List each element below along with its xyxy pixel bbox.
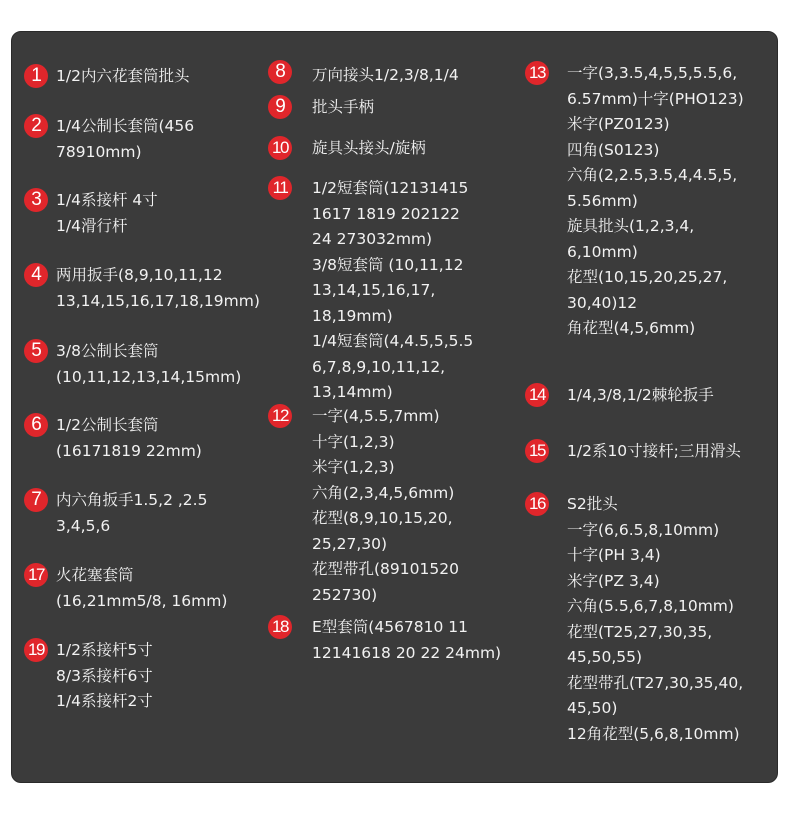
- item-text: 78910mm): [56, 142, 142, 161]
- item-text: 一字(3,3.5,4,5,5,5.5,6,: [567, 64, 738, 82]
- item-text: 3,4,5,6: [56, 516, 111, 535]
- number-badge: 10: [268, 136, 292, 160]
- item-text: 1/4系接杆 4寸: [56, 191, 158, 209]
- item-text: 1/2系10寸接杆;三用滑头: [567, 442, 741, 460]
- item-text: 花型(T25,27,30,35,: [567, 622, 713, 641]
- item-text: 45,50): [567, 699, 618, 717]
- item-text: 6,7,8,9,10,11,12,: [312, 357, 446, 376]
- item-text: 1/2公制长套筒: [56, 416, 159, 434]
- item-text: 花型带孔(89101520: [312, 560, 459, 578]
- item-text: 18,19mm): [312, 306, 393, 325]
- item-text: 12角花型(5,6,8,10mm): [567, 724, 740, 743]
- item-text: 1/4,3/8,1/2棘轮扳手: [567, 386, 714, 404]
- item-text: 13,14mm): [312, 383, 393, 401]
- item-text: 1/4系接杆2寸: [56, 692, 153, 710]
- item-text: 两用扳手(8,9,10,11,12: [56, 266, 223, 284]
- item-text: 米字(1,2,3): [312, 458, 395, 476]
- item-text: 8/3系接杆6寸: [56, 666, 153, 685]
- number-badge: 3: [24, 188, 48, 212]
- item-text: 45,50,55): [567, 648, 643, 666]
- item-text: 1/4短套筒(4,4.5,5,5.5: [312, 332, 474, 350]
- number-badge: 8: [268, 60, 292, 84]
- item-text: 旋具批头(1,2,3,4,: [567, 217, 695, 235]
- item-text: 万向接头1/2,3/8,1/4: [312, 66, 459, 84]
- item-text: 角花型(4,5,6mm): [567, 319, 696, 337]
- item-text: 1/2系接杆5寸: [56, 641, 153, 659]
- item-text: 旋具头接头/旋柄: [312, 139, 426, 157]
- item-text: (16171819 22mm): [56, 441, 202, 460]
- number-badge: 16: [525, 492, 549, 516]
- item-text: S2批头: [567, 495, 618, 513]
- item-text: 1/4公制长套筒(456: [56, 117, 195, 135]
- item-text: (10,11,12,13,14,15mm): [56, 367, 242, 386]
- item-text: 12141618 20 22 24mm): [312, 643, 502, 662]
- number-badge: 6: [24, 413, 48, 437]
- number-badge: 19: [24, 638, 48, 662]
- item-text: 252730): [312, 585, 378, 604]
- item-text: 24 273032mm): [312, 230, 433, 248]
- item-text: 花型(8,9,10,15,20,: [312, 509, 453, 527]
- item-text: 一字(6,6.5,8,10mm): [567, 520, 720, 539]
- item-text: 六角(2,3,4,5,6mm): [312, 483, 455, 502]
- item-text: 米字(PZ0123): [567, 115, 670, 133]
- item-text: 1617 1819 202122: [312, 204, 460, 223]
- item-text: 5.56mm): [567, 191, 638, 210]
- item-text: 米字(PZ 3,4): [567, 571, 660, 590]
- number-badge: 13: [525, 61, 549, 85]
- item-text: 6,10mm): [567, 242, 638, 261]
- item-text: 花型(10,15,20,25,27,: [567, 268, 728, 286]
- item-text: 13,14,15,16,17,18,19mm): [56, 291, 260, 310]
- item-text: 火花塞套筒: [56, 566, 134, 584]
- number-badge: 7: [24, 488, 48, 512]
- item-text: 3/8公制长套筒: [56, 342, 159, 360]
- item-text: E型套筒(4567810 11: [312, 618, 469, 636]
- item-text: 十字(1,2,3): [312, 432, 395, 451]
- item-text: 十字(PH 3,4): [567, 546, 661, 564]
- number-badge: 1: [24, 64, 48, 88]
- item-text: 6.57mm)十字(PHO123): [567, 89, 744, 108]
- number-badge: 15: [525, 439, 549, 463]
- number-badge: 9: [268, 95, 292, 119]
- number-badge: 12: [268, 404, 292, 428]
- item-text: 1/2短套筒(12131415: [312, 179, 469, 197]
- item-text: 花型带孔(T27,30,35,40,: [567, 673, 744, 692]
- item-text: 25,27,30): [312, 534, 388, 553]
- number-badge: 18: [268, 615, 292, 639]
- item-text: 30,40)12: [567, 293, 638, 312]
- item-text: 四角(S0123): [567, 140, 660, 159]
- item-text: 1/2内六花套筒批头: [56, 67, 190, 85]
- item-text: 13,14,15,16,17,: [312, 281, 436, 299]
- item-text: 六角(2,2.5,3.5,4,4.5,5,: [567, 166, 738, 184]
- item-text: 六角(5.5,6,7,8,10mm): [567, 597, 734, 615]
- item-text: 3/8短套筒 (10,11,12: [312, 255, 464, 274]
- item-text: 批头手柄: [312, 98, 375, 116]
- number-badge: 2: [24, 114, 48, 138]
- item-text: 内六角扳手1.5,2 ,2.5: [56, 491, 208, 509]
- item-text: (16,21mm5/8, 16mm): [56, 591, 228, 610]
- number-badge: 4: [24, 263, 48, 287]
- number-badge: 14: [525, 383, 549, 407]
- number-badge: 17: [24, 563, 48, 587]
- number-badge: 5: [24, 339, 48, 363]
- number-badge: 11: [268, 176, 292, 200]
- item-text: 一字(4,5.5,7mm): [312, 407, 440, 425]
- item-text: 1/4滑行杆: [56, 216, 128, 235]
